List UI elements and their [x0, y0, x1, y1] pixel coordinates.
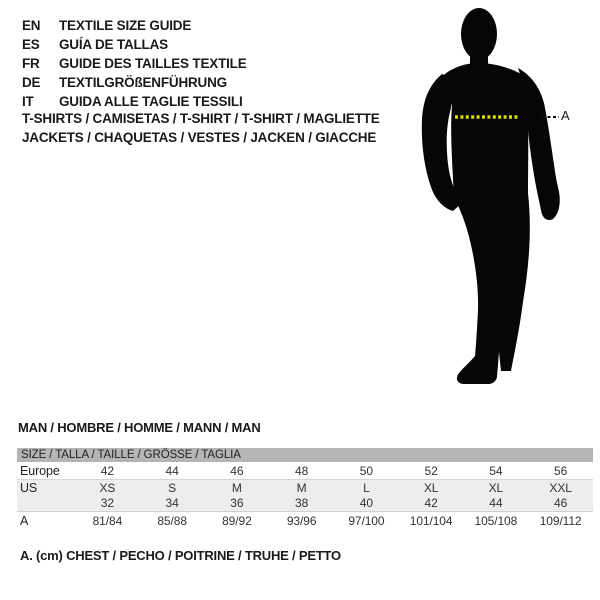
silhouette-torso	[438, 63, 530, 196]
language-row-en	[22, 16, 247, 35]
language-title: GUÍA DE TALLAS	[59, 37, 168, 52]
row-label: Europe	[20, 463, 60, 478]
table-cell: 46	[230, 463, 244, 478]
table-cell: 56	[554, 463, 568, 478]
table-row-numeric	[17, 495, 593, 511]
gender-title: MAN / HOMBRE / HOMME / MANN / MAN	[18, 420, 261, 435]
table-cell: 50	[359, 463, 373, 478]
table-cell: 93/96	[286, 514, 317, 528]
table-cell: 42	[424, 496, 438, 510]
table-cell: 52	[424, 463, 438, 478]
table-cell: 109/112	[539, 514, 582, 528]
table-cell: 46	[554, 496, 568, 510]
table-cell: 54	[489, 463, 503, 478]
table-cell: 101/104	[409, 514, 453, 528]
table-cell: 32	[100, 496, 114, 510]
language-code: DE	[22, 75, 41, 90]
language-title: TEXTILE SIZE GUIDE	[59, 18, 192, 33]
language-row-de	[22, 73, 247, 92]
language-code: EN	[22, 18, 41, 33]
man-silhouette-svg	[400, 0, 600, 400]
category-jackets: JACKETS / CHAQUETAS / VESTES / JACKEN / GIACCHE	[22, 130, 377, 145]
measure-label-a: A	[561, 108, 570, 123]
table-cell: XS	[99, 480, 116, 495]
table-cell: S	[168, 480, 177, 495]
language-list	[22, 16, 247, 111]
measurement-footnote: A. (cm) CHEST / PECHO / POITRINE / TRUHE / PETTO	[20, 548, 341, 563]
table-cell: 40	[359, 496, 373, 510]
language-title: GUIDE DES TAILLES TEXTILE	[59, 56, 247, 71]
table-row-europe	[17, 462, 593, 479]
table-row-chest-a	[17, 511, 593, 530]
language-code: ES	[22, 37, 40, 52]
table-cell: 44	[165, 463, 179, 478]
language-row-fr	[22, 54, 247, 73]
table-cell: L	[363, 480, 370, 495]
table-cell: 34	[165, 496, 179, 510]
language-title: GUIDA ALLE TAGLIE TESSILI	[59, 94, 243, 109]
table-cell: 44	[489, 496, 503, 510]
language-row-es	[22, 35, 247, 54]
table-cell: 105/108	[474, 514, 518, 528]
size-table-header: SIZE / TALLA / TAILLE / GRÖSSE / TAGLIA	[17, 448, 593, 462]
table-cell: XL	[423, 480, 439, 495]
table-cell: 97/100	[348, 514, 385, 528]
table-cell: 36	[230, 496, 244, 510]
table-cell: 81/84	[92, 514, 123, 528]
language-code: IT	[22, 94, 34, 109]
table-cell: 38	[295, 496, 309, 510]
table-cell: XL	[488, 480, 504, 495]
table-cell: 42	[100, 463, 114, 478]
language-title: TEXTILGRÖßENFÜHRUNG	[59, 75, 227, 90]
table-cell: M	[296, 480, 307, 495]
table-cell: XXL	[549, 480, 572, 495]
category-tshirts: T-SHIRTS / CAMISETAS / T-SHIRT / T-SHIRT / MAGLIETTE	[22, 111, 380, 126]
table-cell: 48	[295, 463, 309, 478]
row-label: A	[20, 514, 29, 528]
language-code: FR	[22, 56, 40, 71]
table-cell: 85/88	[157, 514, 187, 528]
table-cell: 89/92	[222, 514, 252, 528]
category-list	[22, 109, 380, 147]
size-table	[17, 448, 593, 530]
table-cell: M	[231, 480, 242, 495]
silhouette-legs	[454, 193, 530, 384]
row-label: US	[20, 480, 38, 495]
man-silhouette-figure	[400, 0, 600, 400]
table-row-us	[17, 479, 593, 495]
